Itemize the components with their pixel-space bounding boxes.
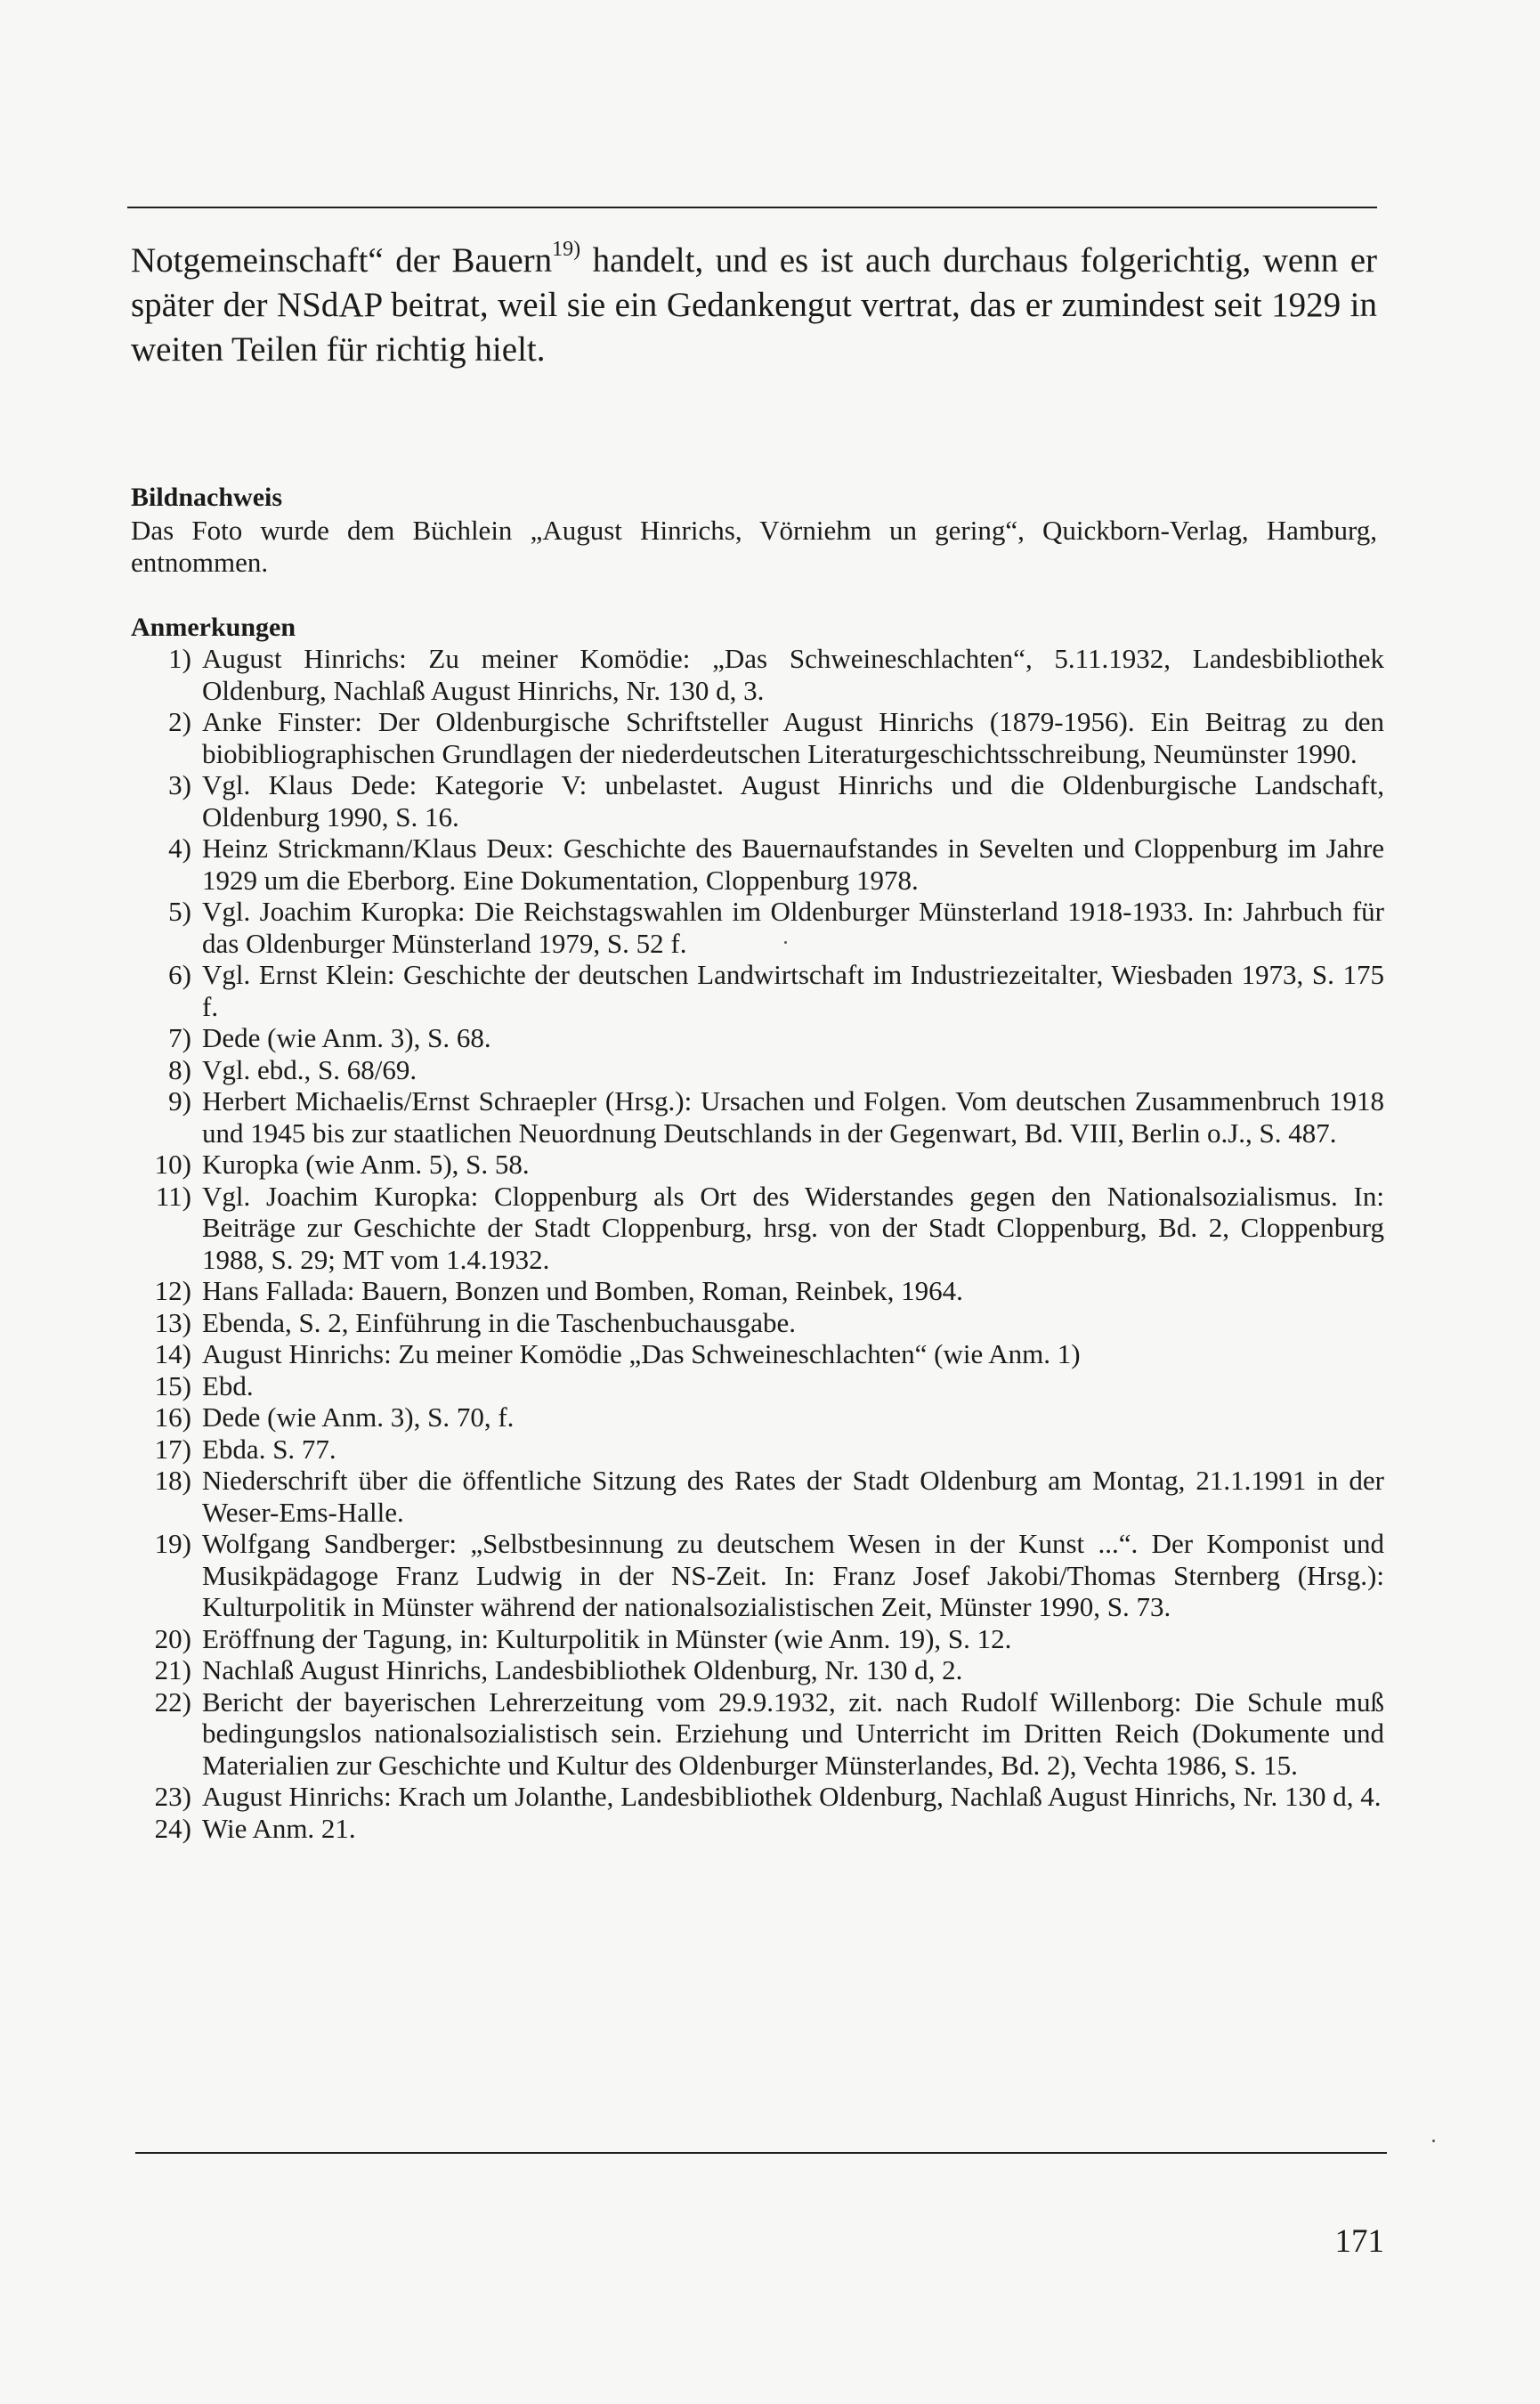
footnote-number: 3) bbox=[168, 769, 191, 800]
footnote-item bbox=[131, 1370, 1384, 1402]
footnote-item bbox=[131, 1528, 1384, 1623]
footnote-number: 13) bbox=[154, 1306, 191, 1338]
footnote-number: 24) bbox=[154, 1812, 191, 1844]
footnote-item bbox=[131, 1465, 1384, 1528]
body-text-part2: handelt, und es ist auch durchaus folgerichtig, wenn er später der NSdAP beitrat, weil sie ein Gedankengut vertrat, das er zumindest seit 1929 in weiten Teilen für richtig hielt. bbox=[131, 241, 1378, 369]
footnote-text: Eröffnung der Tagung, in: Kulturpolitik in Münster (wie Anm. 19), S. 12. bbox=[202, 1622, 1012, 1654]
footnote-item bbox=[131, 1433, 1384, 1466]
footnote-text: Ebd. bbox=[202, 1369, 254, 1401]
top-rule bbox=[127, 207, 1377, 208]
footnote-text: Wie Anm. 21. bbox=[202, 1812, 356, 1844]
footnote-item bbox=[131, 643, 1384, 706]
footnote-number: 21) bbox=[154, 1654, 191, 1685]
footnote-text: Vgl. Joachim Kuropka: Die Reichstagswahlen im Oldenburger Münsterland 1918-1933. In: Jahrbuch für das Oldenburger Münsterland 1979, S. 52 f. bbox=[202, 896, 1384, 959]
footnote-number: 9) bbox=[168, 1085, 191, 1117]
footnote-item bbox=[131, 896, 1384, 959]
footnote-number: 23) bbox=[154, 1781, 191, 1812]
bildnachweis-text: Das Foto wurde dem Büchlein „August Hinrichs, Vörniehm un gering“, Quickborn-Verlag, Hamburg, entnommen. bbox=[131, 515, 1377, 578]
footnote-number: 10) bbox=[154, 1149, 191, 1180]
footnote-item bbox=[131, 1085, 1384, 1149]
footnote-text: Vgl. Klaus Dede: Kategorie V: unbelastet. August Hinrichs und die Oldenburgische Landschaft, Oldenburg 1990, S. 16. bbox=[202, 769, 1384, 832]
footnote-item bbox=[131, 1813, 1384, 1845]
footnote-item bbox=[131, 1654, 1384, 1686]
footnote-item bbox=[131, 769, 1384, 832]
footnote-number: 5) bbox=[168, 896, 191, 927]
footnote-number: 17) bbox=[154, 1433, 191, 1465]
footnote-item bbox=[131, 1401, 1384, 1433]
scan-speck bbox=[784, 941, 787, 944]
footnote-number: 19) bbox=[154, 1528, 191, 1559]
footnote-text: August Hinrichs: Krach um Jolanthe, Landesbibliothek Oldenburg, Nachlaß August Hinrichs, Nr. 130 d, 4. bbox=[202, 1781, 1382, 1812]
footnote-number: 11) bbox=[155, 1180, 191, 1212]
footnote-text: Wolfgang Sandberger: „Selbstbesinnung zu deutschem Wesen in der Kunst ...“. Der Komponist und Musikpädagoge Franz Ludwig in der NS-Zeit. In: Franz Josef Jakobi/Thomas Sternberg (Hrsg.): Kulturpolitik in Münster während der nationalsozialistischen Zeit, Münster 1990, S. 73. bbox=[202, 1528, 1384, 1622]
footnote-text: Dede (wie Anm. 3), S. 70, f. bbox=[202, 1401, 515, 1433]
footnote-item bbox=[131, 1338, 1384, 1370]
footnote-item bbox=[131, 1275, 1384, 1307]
footnote-text: August Hinrichs: Zu meiner Komödie: „Das Schweineschlachten“, 5.11.1932, Landesbibliothek Oldenburg, Nachlaß August Hinrichs, Nr. 130 d, 3. bbox=[202, 643, 1384, 706]
footnote-text: Heinz Strickmann/Klaus Deux: Geschichte des Bauernaufstandes in Sevelten und Cloppenburg im Jahre 1929 um die Eberborg. Eine Dokumentation, Cloppenburg 1978. bbox=[202, 832, 1384, 896]
footnote-text: Ebda. S. 77. bbox=[202, 1433, 336, 1465]
footnote-item bbox=[131, 1623, 1384, 1655]
footnote-item bbox=[131, 706, 1384, 769]
footnote-number: 16) bbox=[154, 1401, 191, 1433]
footnote-text: Vgl. Joachim Kuropka: Cloppenburg als Ort des Widerstandes gegen den Nationalsozialismus. In: Beiträge zur Geschichte der Stadt Cloppenburg, hrsg. von der Stadt Cloppenburg, Bd. 2, Cloppenburg 1988, S. 29; MT vom 1.4.1932. bbox=[202, 1180, 1384, 1275]
footnote-number: 18) bbox=[154, 1465, 191, 1496]
footnote-number: 2) bbox=[168, 706, 191, 737]
footnote-text: Herbert Michaelis/Ernst Schraepler (Hrsg.): Ursachen und Folgen. Vom deutschen Zusammenbruch 1918 und 1945 bis zur staatlichen Neuordnung Deutschlands in der Gegenwart, Bd. VIII, Berlin o.J., S. 487. bbox=[202, 1085, 1384, 1149]
footnote-number: 22) bbox=[154, 1685, 191, 1718]
footnote-reference: 19) bbox=[552, 238, 581, 261]
footnote-list bbox=[131, 643, 1384, 1844]
footnote-text: Anke Finster: Der Oldenburgische Schriftsteller August Hinrichs (1879-1956). Ein Beitrag zu den biobibliographischen Grundlagen der niederdeutschen Literaturgeschichtsschreibung, Neumünster 1990. bbox=[202, 706, 1384, 769]
footnote-text: Nachlaß August Hinrichs, Landesbibliothek Oldenburg, Nr. 130 d, 2. bbox=[202, 1654, 963, 1685]
footnote-text: Hans Fallada: Bauern, Bonzen und Bomben, Roman, Reinbek, 1964. bbox=[202, 1275, 963, 1306]
footnote-number: 7) bbox=[168, 1022, 191, 1053]
footnote-item bbox=[131, 1781, 1384, 1813]
footnote-number: 6) bbox=[168, 959, 191, 990]
body-text-part1: Notgemeinschaft“ der Bauern bbox=[131, 241, 553, 280]
footnote-text: Bericht der bayerischen Lehrerzeitung vom 29.9.1932, zit. nach Rudolf Willenborg: Die Schule muß bedingungslos nationalsozialistisch sein. Erziehung und Unterricht im Dritten Reich (Dokumente und Materialien zur Geschichte und Kultur des Oldenburger Münsterlandes, Bd. 2), Vechta 1986, S. 15. bbox=[202, 1685, 1384, 1781]
footnote-text: Niederschrift über die öffentliche Sitzung des Rates der Stadt Oldenburg am Montag, 21.1.1991 in der Weser-Ems-Halle. bbox=[202, 1465, 1384, 1528]
footnote-item bbox=[131, 1054, 1384, 1086]
footnote-item bbox=[131, 1022, 1384, 1054]
page-number: 171 bbox=[1334, 2223, 1384, 2260]
scan-speck bbox=[1432, 2140, 1435, 2142]
bildnachweis-heading: Bildnachweis bbox=[131, 483, 283, 512]
footnote-number: 1) bbox=[168, 643, 191, 674]
footnote-item bbox=[131, 1181, 1384, 1276]
footnote-number: 4) bbox=[168, 832, 191, 864]
footnote-number: 8) bbox=[168, 1053, 191, 1085]
footnote-text: Kuropka (wie Anm. 5), S. 58. bbox=[202, 1149, 530, 1180]
anmerkungen-heading: Anmerkungen bbox=[131, 613, 296, 642]
footnote-number: 15) bbox=[154, 1369, 191, 1401]
footnote-text: Ebenda, S. 2, Einführung in die Taschenbuchausgabe. bbox=[202, 1306, 797, 1338]
footnote-text: August Hinrichs: Zu meiner Komödie „Das Schweineschlachten“ (wie Anm. 1) bbox=[202, 1338, 1081, 1369]
footnote-text: Vgl. ebd., S. 68/69. bbox=[202, 1053, 417, 1085]
footnote-item bbox=[131, 1149, 1384, 1181]
footnote-text: Vgl. Ernst Klein: Geschichte der deutschen Landwirtschaft im Industriezeitalter, Wiesbaden 1973, S. 175 f. bbox=[202, 959, 1384, 1022]
footnote-item bbox=[131, 832, 1384, 896]
footnote-item bbox=[131, 1686, 1384, 1782]
bottom-rule bbox=[135, 2152, 1387, 2154]
footnote-item bbox=[131, 959, 1384, 1022]
footnote-item bbox=[131, 1307, 1384, 1339]
body-paragraph bbox=[131, 239, 1377, 372]
footnote-number: 14) bbox=[154, 1338, 191, 1369]
footnote-text: Dede (wie Anm. 3), S. 68. bbox=[202, 1022, 491, 1053]
footnote-number: 12) bbox=[154, 1275, 191, 1306]
footnote-number: 20) bbox=[154, 1622, 191, 1654]
